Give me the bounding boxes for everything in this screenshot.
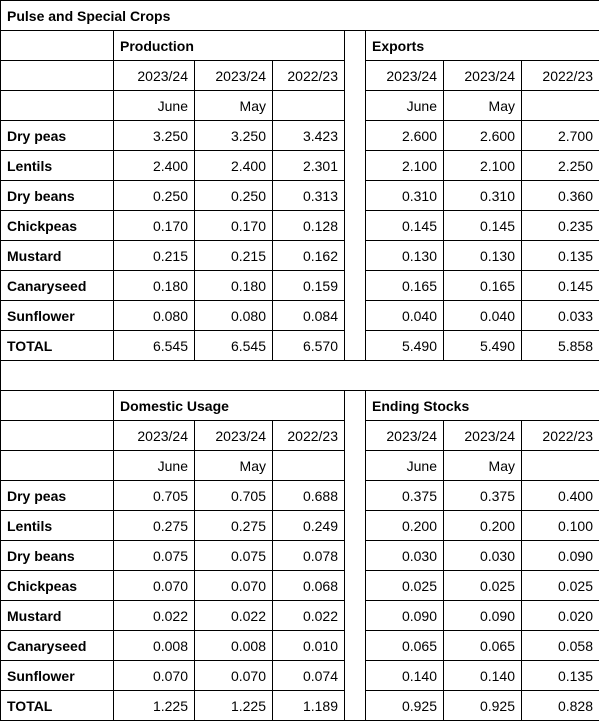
value-cell: 0.165 [444, 271, 522, 301]
value-cell: 5.490 [366, 331, 444, 361]
table-row [1, 691, 599, 721]
crop-label: Dry peas [1, 481, 114, 511]
value-cell: 0.180 [195, 271, 273, 301]
value-cell: 1.225 [195, 691, 273, 721]
value-cell: 3.250 [114, 121, 195, 151]
row-label-cell [1, 31, 114, 61]
section-header-row [1, 31, 599, 61]
month-header [522, 451, 599, 481]
value-cell: 0.200 [366, 511, 444, 541]
value-cell: 3.250 [195, 121, 273, 151]
value-cell: 0.025 [366, 571, 444, 601]
value-cell: 0.040 [366, 301, 444, 331]
value-cell: 2.301 [273, 151, 345, 181]
value-cell: 0.360 [522, 181, 599, 211]
section-gap [345, 391, 366, 721]
value-cell: 0.033 [522, 301, 599, 331]
crop-label: Mustard [1, 601, 114, 631]
crop-label: Dry beans [1, 541, 114, 571]
table-row [1, 661, 599, 691]
table-row [1, 181, 599, 211]
value-cell: 0.375 [444, 481, 522, 511]
value-cell: 0.065 [366, 631, 444, 661]
value-cell: 0.170 [195, 211, 273, 241]
value-cell: 0.400 [522, 481, 599, 511]
table-row [1, 331, 599, 361]
year-header: 2022/23 [522, 61, 599, 91]
table-row [1, 511, 599, 541]
value-cell: 0.070 [114, 571, 195, 601]
year-header: 2023/24 [195, 61, 273, 91]
row-label-cell [1, 61, 114, 91]
value-cell: 0.215 [114, 241, 195, 271]
value-cell: 0.215 [195, 241, 273, 271]
value-cell: 0.008 [114, 631, 195, 661]
value-cell: 0.828 [522, 691, 599, 721]
value-cell: 2.100 [366, 151, 444, 181]
value-cell: 0.310 [444, 181, 522, 211]
title-row [1, 1, 599, 31]
crop-label: TOTAL [1, 331, 114, 361]
value-cell: 6.545 [195, 331, 273, 361]
value-cell: 0.128 [273, 211, 345, 241]
value-cell: 0.080 [195, 301, 273, 331]
value-cell: 1.225 [114, 691, 195, 721]
crop-label: Canaryseed [1, 631, 114, 661]
table-row [1, 151, 599, 181]
value-cell: 0.084 [273, 301, 345, 331]
crop-label: Lentils [1, 511, 114, 541]
month-header [273, 91, 345, 121]
section-heading-right: Ending Stocks [366, 391, 599, 421]
year-header: 2023/24 [366, 421, 444, 451]
value-cell: 2.400 [195, 151, 273, 181]
table-row [1, 481, 599, 511]
value-cell: 0.100 [522, 511, 599, 541]
value-cell: 0.180 [114, 271, 195, 301]
crop-label: Lentils [1, 151, 114, 181]
table-row [1, 571, 599, 601]
value-cell: 0.010 [273, 631, 345, 661]
month-header: May [444, 91, 522, 121]
value-cell: 0.145 [444, 211, 522, 241]
table-row [1, 541, 599, 571]
value-cell: 0.025 [444, 571, 522, 601]
value-cell: 0.080 [114, 301, 195, 331]
month-header: June [366, 451, 444, 481]
table-row [1, 601, 599, 631]
separator-cell [1, 361, 599, 391]
month-header-row [1, 91, 599, 121]
table-row [1, 121, 599, 151]
value-cell: 0.008 [195, 631, 273, 661]
value-cell: 0.090 [366, 601, 444, 631]
month-header-row [1, 451, 599, 481]
value-cell: 0.130 [444, 241, 522, 271]
value-cell: 0.130 [366, 241, 444, 271]
year-header: 2023/24 [114, 61, 195, 91]
value-cell: 0.250 [195, 181, 273, 211]
value-cell: 0.070 [114, 661, 195, 691]
value-cell: 0.200 [444, 511, 522, 541]
crop-label: Dry peas [1, 121, 114, 151]
value-cell: 0.074 [273, 661, 345, 691]
year-header: 2023/24 [444, 61, 522, 91]
year-header: 2022/23 [522, 421, 599, 451]
value-cell: 5.858 [522, 331, 599, 361]
value-cell: 0.250 [114, 181, 195, 211]
month-header: June [114, 451, 195, 481]
value-cell: 5.490 [444, 331, 522, 361]
table-title: Pulse and Special Crops [1, 1, 599, 31]
crop-label: Mustard [1, 241, 114, 271]
month-header [522, 91, 599, 121]
value-cell: 0.075 [114, 541, 195, 571]
value-cell: 0.310 [366, 181, 444, 211]
month-header: May [195, 451, 273, 481]
value-cell: 0.705 [114, 481, 195, 511]
value-cell: 0.145 [522, 271, 599, 301]
value-cell: 0.140 [444, 661, 522, 691]
value-cell: 0.075 [195, 541, 273, 571]
year-header: 2023/24 [366, 61, 444, 91]
value-cell: 0.235 [522, 211, 599, 241]
row-label-cell [1, 421, 114, 451]
value-cell: 0.022 [195, 601, 273, 631]
table-row [1, 241, 599, 271]
year-header: 2022/23 [273, 61, 345, 91]
value-cell: 3.423 [273, 121, 345, 151]
crop-label: Sunflower [1, 661, 114, 691]
year-header: 2023/24 [114, 421, 195, 451]
crop-label: Canaryseed [1, 271, 114, 301]
value-cell: 2.700 [522, 121, 599, 151]
value-cell: 2.600 [366, 121, 444, 151]
value-cell: 0.022 [273, 601, 345, 631]
month-header: June [114, 91, 195, 121]
value-cell: 2.600 [444, 121, 522, 151]
value-cell: 0.159 [273, 271, 345, 301]
section-heading-right: Exports [366, 31, 599, 61]
row-label-cell [1, 451, 114, 481]
value-cell: 0.030 [366, 541, 444, 571]
table-row [1, 631, 599, 661]
value-cell: 0.058 [522, 631, 599, 661]
table-row [1, 301, 599, 331]
year-header-row [1, 61, 599, 91]
value-cell: 2.100 [444, 151, 522, 181]
value-cell: 0.145 [366, 211, 444, 241]
value-cell: 0.065 [444, 631, 522, 661]
value-cell: 0.375 [366, 481, 444, 511]
value-cell: 0.022 [114, 601, 195, 631]
section-header-row [1, 391, 599, 421]
value-cell: 0.275 [114, 511, 195, 541]
value-cell: 0.025 [522, 571, 599, 601]
value-cell: 0.135 [522, 661, 599, 691]
year-header: 2022/23 [273, 421, 345, 451]
month-header: June [366, 91, 444, 121]
value-cell: 0.070 [195, 571, 273, 601]
value-cell: 0.165 [366, 271, 444, 301]
block-separator-row [1, 361, 599, 391]
table-row [1, 271, 599, 301]
crop-label: TOTAL [1, 691, 114, 721]
year-header-row [1, 421, 599, 451]
value-cell: 0.068 [273, 571, 345, 601]
table-body [1, 1, 599, 721]
value-cell: 0.275 [195, 511, 273, 541]
month-header [273, 451, 345, 481]
value-cell: 0.020 [522, 601, 599, 631]
month-header: May [195, 91, 273, 121]
value-cell: 0.140 [366, 661, 444, 691]
value-cell: 2.250 [522, 151, 599, 181]
value-cell: 0.090 [444, 601, 522, 631]
year-header: 2023/24 [195, 421, 273, 451]
value-cell: 1.189 [273, 691, 345, 721]
row-label-cell [1, 391, 114, 421]
crop-label: Dry beans [1, 181, 114, 211]
value-cell: 0.040 [444, 301, 522, 331]
section-gap [345, 31, 366, 361]
table-row [1, 211, 599, 241]
value-cell: 0.705 [195, 481, 273, 511]
month-header: May [444, 451, 522, 481]
value-cell: 0.925 [366, 691, 444, 721]
value-cell: 0.162 [273, 241, 345, 271]
row-label-cell [1, 91, 114, 121]
value-cell: 0.078 [273, 541, 345, 571]
value-cell: 0.090 [522, 541, 599, 571]
value-cell: 0.170 [114, 211, 195, 241]
crop-label: Chickpeas [1, 571, 114, 601]
section-heading-left: Domestic Usage [114, 391, 345, 421]
year-header: 2023/24 [444, 421, 522, 451]
value-cell: 0.135 [522, 241, 599, 271]
crop-label: Sunflower [1, 301, 114, 331]
value-cell: 0.030 [444, 541, 522, 571]
section-heading-left: Production [114, 31, 345, 61]
value-cell: 0.313 [273, 181, 345, 211]
value-cell: 2.400 [114, 151, 195, 181]
value-cell: 0.925 [444, 691, 522, 721]
value-cell: 6.570 [273, 331, 345, 361]
value-cell: 0.688 [273, 481, 345, 511]
value-cell: 0.249 [273, 511, 345, 541]
crop-label: Chickpeas [1, 211, 114, 241]
value-cell: 0.070 [195, 661, 273, 691]
value-cell: 6.545 [114, 331, 195, 361]
